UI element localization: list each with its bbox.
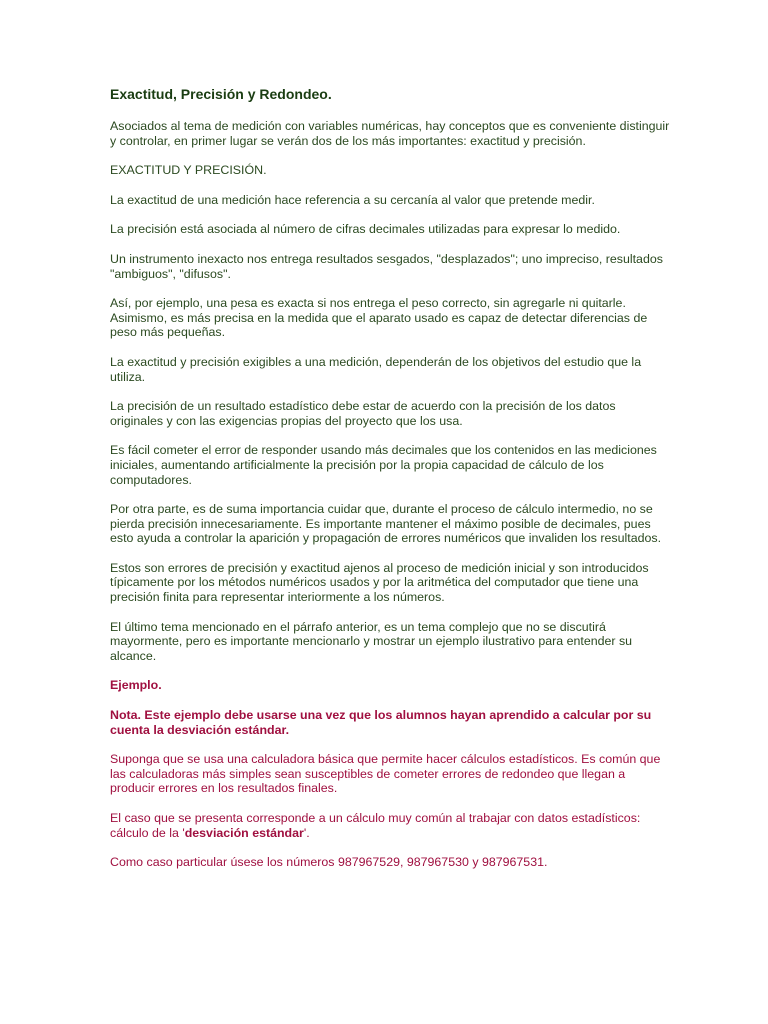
nota-paragraph: Nota. Este ejemplo debe usarse una vez que los alumnos hayan aprendido a calcular por su cuenta la desviación estándar. — [110, 708, 652, 737]
desviacion-estandar-term: desviación estándar — [184, 825, 304, 840]
paragraph: Es fácil cometer el error de responder usando más decimales que los contenidos en las mediciones iniciales, aumentando artificialmente la precisión por la propia capacidad de cálculo de los computadores. — [110, 443, 657, 487]
caso-paragraph — [110, 811, 670, 840]
paragraph: La precisión de un resultado estadístico debe estar de acuerdo con la precisión de los datos originales y con las exigencias propias del proyecto que los usa. — [110, 399, 616, 428]
paragraph: La precisión está asociada al número de cifras decimales utilizadas para expresar lo medido. — [110, 222, 621, 237]
document-body — [110, 86, 670, 885]
ejemplo-heading: Ejemplo. — [110, 678, 162, 693]
paragraph: Un instrumento inexacto nos entrega resultados sesgados, "desplazados"; uno impreciso, resultados "ambiguos", "difusos". — [110, 251, 663, 281]
paragraph: La exactitud y precisión exigibles a una medición, dependerán de los objetivos del estudio que la utiliza. — [110, 354, 642, 384]
section-heading: EXACTITUD Y PRECISIÓN. — [110, 163, 267, 178]
como-caso-paragraph: Como caso particular úsese los números 987967529, 987967530 y 987967531. — [110, 855, 548, 870]
paragraph: Estos son errores de precisión y exactitud ajenos al proceso de medición inicial y son introducidos típicamente por los métodos numéricos usados y por la aritmética del computador que tiene una precisión finita para representar interiormente a los números. — [110, 560, 649, 605]
paragraph: Así, por ejemplo, una pesa es exacta si nos entrega el peso correcto, sin agregarle ni quitarle. Asimismo, es más precisa en la medida que el aparato usado es capaz de detectar diferencias de peso más pequeñas. — [110, 296, 648, 340]
paragraph: El último tema mencionado en el párrafo anterior, es un tema complejo que no se discutirá mayormente, pero es importante mencionarlo y mostrar un ejemplo ilustrativo para entender su alcance. — [110, 619, 633, 663]
paragraph: La exactitud de una medición hace referencia a su cercanía al valor que pretende medir. — [110, 192, 595, 207]
paragraph-intro: Asociados al tema de medición con variables numéricas, hay conceptos que es conveniente distinguir y controlar, en primer lugar se verán dos de los más importantes: exactitud y precisión. — [110, 119, 670, 148]
paragraph: Por otra parte, es de suma importancia cuidar que, durante el proceso de cálculo intermedio, no se pierda precisión innecesariamente. Es importante mantener el máximo posible de decimales, pues esto ayuda a controlar la aparición y propagación de errores numéricos que invaliden los resultados. — [110, 502, 662, 546]
suponga-paragraph: Suponga que se usa una calculadora básica que permite hacer cálculos estadísticos. Es común que las calculadoras más simples sean susceptibles de cometer errores de redondeo que llegan a producir errores en los resultados finales. — [110, 752, 661, 796]
page-title: Exactitud, Precisión y Redondeo. — [110, 86, 332, 102]
caso-prefix: El caso que se presenta corresponde a un cálculo muy común al trabajar con datos estadísticos: cálculo de la ' — [110, 811, 641, 840]
caso-suffix: '. — [303, 825, 310, 840]
